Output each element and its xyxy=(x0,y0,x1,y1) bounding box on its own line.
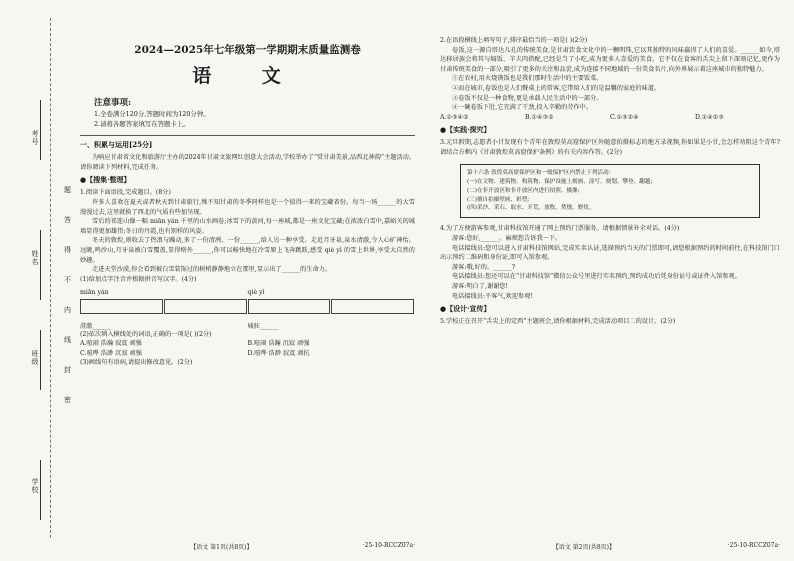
subject-title: 语 文 xyxy=(192,65,303,87)
page-footer xyxy=(440,542,780,551)
sub-question-2: (2)依次填入横线处的词语,正确的一项是( )(2分) xyxy=(80,330,212,338)
option-a[interactable]: A.喧闹 浩瀚 寂寞 顽强 xyxy=(80,340,142,348)
sub-question-3: (3)画线句有语病,请提出修改意见。(2分) xyxy=(80,359,193,367)
sentence-option: ③卷饭不仅是一种食物,更是承载人民生活中的一部分。 xyxy=(452,94,603,102)
dialogue-line: 游客:您好,______。麻烦您告诉我一下。 xyxy=(452,235,562,242)
option-d[interactable]: D.①④②③ xyxy=(695,113,724,121)
dialogue-line: 电话接线员:您还可以在“甘肃科技馆”微信公众号里进行实名预约,预约成功后凭身份证号或证件入馆参观。 xyxy=(452,273,741,281)
char-boxes xyxy=(248,299,416,314)
passage-paragraph: 雪后的祁连山像一幅 miān yán 千里的山水画卷;冰雪下的黄河,每一座城,都是一座文化宝藏;在浓浓白雪中,嘉峪关的城墙显得更加雄伟;冬日的丹霞,也有别样的风姿。 xyxy=(80,218,415,235)
divider xyxy=(80,135,415,136)
page-right xyxy=(440,0,780,561)
notice-heading: 注意事项: xyxy=(94,98,132,108)
class-line xyxy=(40,330,41,390)
char-box[interactable] xyxy=(248,299,331,314)
dialogue-line: 电话接线员:您可以进入甘肃科技馆网站,完成实名认证,选择预约当天的门票即可,请您根据预约的时间前往,在科技馆门口出示预约二维码和身份证,即可入馆参观。 xyxy=(440,244,780,262)
pinyin-text: qiè yì xyxy=(247,288,265,296)
notice-item: 1.全卷满分120分,答题时间为120分钟。 xyxy=(94,110,210,118)
exam-title: 2024—2025年七年级第一学期期末质量监测卷 xyxy=(134,44,361,56)
regulation-item: (四)采沙、采石、取水、开荒、放牧、焚烧、野炊。 xyxy=(467,205,595,212)
option-row xyxy=(440,113,780,123)
class-label: 班级 xyxy=(31,350,39,366)
option-row xyxy=(80,339,415,349)
sentence-option: ①在农村,用火烧馍饭也是我们那时生活中的主要饭菜。 xyxy=(452,75,603,83)
option-a[interactable]: A.①③④② xyxy=(440,113,469,121)
page-number: 【语文 第2页(共8页)】 xyxy=(552,544,615,551)
seal-char: 得 xyxy=(64,246,71,254)
char-box[interactable] xyxy=(331,299,414,314)
task-heading: ●【搜集·整理】 xyxy=(80,175,131,185)
seal-char: 题 xyxy=(64,186,71,194)
exam-no-line xyxy=(40,100,41,160)
passage-paragraph: 许多人喜欢在夏天或者秋天到甘肃旅行,殊不知甘肃的冬季同样也是一个值得一来的宝藏省份。每当一场______的大雪漫漫过去,这里就换了西北的气质有些加呈现。 xyxy=(80,199,415,216)
school-label: 学校 xyxy=(31,478,39,494)
question-4: 4.为了方便游客参观,甘肃科技馆开通了网上预约门票服务。请根据情景补全对话。(4分) xyxy=(440,225,680,233)
option-d[interactable]: D.喧哗 浩渺 寂寞 顽抗 xyxy=(247,349,310,357)
regulation-title: 第十六条 敦煌莫高窟保护区和一般保护区内禁止下列活动: xyxy=(467,169,611,176)
exam-code: ·25-10-RCCZ07a· xyxy=(727,542,780,549)
name-label: 姓名 xyxy=(31,250,39,266)
sentence-option: ④一碗卷饭下肚,它充满了干劲,投入辛勤的劳作中。 xyxy=(452,104,593,112)
task-heading: ●【实践·探究】 xyxy=(440,125,491,135)
section-heading: 一、积累与运用[25分] xyxy=(80,140,153,150)
seal-char: 不 xyxy=(64,276,71,284)
seal-char: 答 xyxy=(64,216,71,224)
exam-no-label: 考号 xyxy=(31,130,39,146)
option-row xyxy=(80,349,415,359)
pinyin-item xyxy=(248,289,416,317)
regulation-item: (二)在非开放区和非开放区内进行拍照、摄像; xyxy=(467,187,580,194)
seal-char: 内 xyxy=(64,306,71,314)
char-box[interactable] xyxy=(80,299,163,314)
intro-text: 为响应甘肃省文化和旅游厅主办的2024年甘肃文旅网红创意大会活动,学校举办了“赏甘肃美景,品西北神韵”主题活动。请你阅读下列材料,完成任务。 xyxy=(80,154,415,171)
page-number: 【语文 第1页(共8页)】 xyxy=(190,544,253,551)
seal-char: 封 xyxy=(64,366,71,374)
regulation-item: (一)在文物、建筑物、构筑物、保护设施上刻画、涂写、刻划、攀登、翻越; xyxy=(467,178,653,185)
question-2: 2.在语段横线上填写句子,排序最恰当的一项是( )(2分) xyxy=(440,37,588,44)
passage-paragraph: 卷饭,这一源自塔达儿孔的传统美食,是甘肃饮食文化中的一颗明珠,它以其独特的风味赢得了人们的喜爱。______如今,塔达移居族会将其与焖饭、羊夫肉搭配,已经是当了小吃,成为更多人喜爱的美食。它不仅在食客的舌尖上留下深刻记忆,更作为甘肃传统美食的一部分,吸引了更多的关注和品尝,成为连接不同地域的一份美食名片,向外界展示着这座城市的独特魅力。 xyxy=(440,46,780,73)
school-line xyxy=(40,460,41,520)
page-left xyxy=(80,0,415,561)
char-boxes xyxy=(80,299,248,314)
question-5: 5.学校正在召开“舌尖上的定西”主题班会,请你根据材料,完成活动项目二的设计。(2分) xyxy=(440,318,676,326)
regulation-box xyxy=(460,164,760,219)
task-heading: ●【设计·宣传】 xyxy=(440,304,491,314)
sentence-option: ②而在城市,卷饭也是人们餐桌上的常客,它带给人们的是温馨的家庭的味道。 xyxy=(452,85,661,93)
notice-item: 2.请将各题答案填写在答题卡上。 xyxy=(94,119,190,128)
seal-dashed-line xyxy=(50,18,51,538)
pinyin-text: miān yán xyxy=(80,288,109,296)
sub-question-1: (1)给加点字注音并根据拼音写汉字。(4分) xyxy=(80,275,197,283)
page-footer xyxy=(80,542,415,551)
fill-item: 澄澈______ xyxy=(80,322,111,330)
binding-strip xyxy=(0,0,70,561)
name-line xyxy=(40,230,41,300)
pinyin-item xyxy=(80,289,248,317)
pinyin-row xyxy=(80,289,415,317)
char-box[interactable] xyxy=(164,299,247,314)
regulation-item: (三)擅自拍摄壁画、彩塑; xyxy=(467,196,530,203)
dialogue-line: 电话接线员:不客气,欢迎参观! xyxy=(452,292,533,300)
exam-code: ·25-10-RCCZ07a· xyxy=(362,542,415,549)
passage-paragraph: 冬天的敦煌,则收去了热浪与躁动,多了一份清冽、一份______,给人另一种享受。走近月牙泉,泉水清澈,令人心旷神怡。远眺,鸣沙山,月牙泉被白雪覆盖,显得格外______,你可以畅快地在冷雪原上飞奔跳跃,感受 qiè yì 的雪上世界,享受大自然的妙趣。 xyxy=(80,237,415,264)
dialogue-line: 游客:哦,好的。______? xyxy=(452,263,516,271)
question-3: 3.元旦假期,志愿者小甘发现有个青年在敦煌莫高窟保护区外随意拍摄标志的地方录视频,你如果是小甘,会怎样劝阻这个青年?请结合方框内《甘肃敦煌莫高窟保护条例》的有关内容作答。(2分) xyxy=(440,139,780,157)
fill-item: 城驻______ xyxy=(247,322,279,330)
passage-paragraph: 走进天堂沙漠,你会看到被白雪装饰过的树梢静静地立在那里,显示出了______的生命力。 xyxy=(92,266,332,274)
option-b[interactable]: B.①④③② xyxy=(525,113,554,121)
seal-char: 密 xyxy=(64,396,71,404)
option-c[interactable]: C.喧哗 浩渺 沉寂 顽强 xyxy=(80,349,142,357)
option-c[interactable]: C.①③②④ xyxy=(610,113,639,121)
option-b[interactable]: B.喧闹 浩瀚 沉寂 顽强 xyxy=(247,340,310,348)
fill-row xyxy=(80,321,415,330)
seal-char: 线 xyxy=(64,336,71,344)
question-1: 1.阅读下面语段,完成题目。(8分) xyxy=(80,189,171,197)
dialogue-line: 游客:明白了,谢谢您! xyxy=(452,283,509,291)
